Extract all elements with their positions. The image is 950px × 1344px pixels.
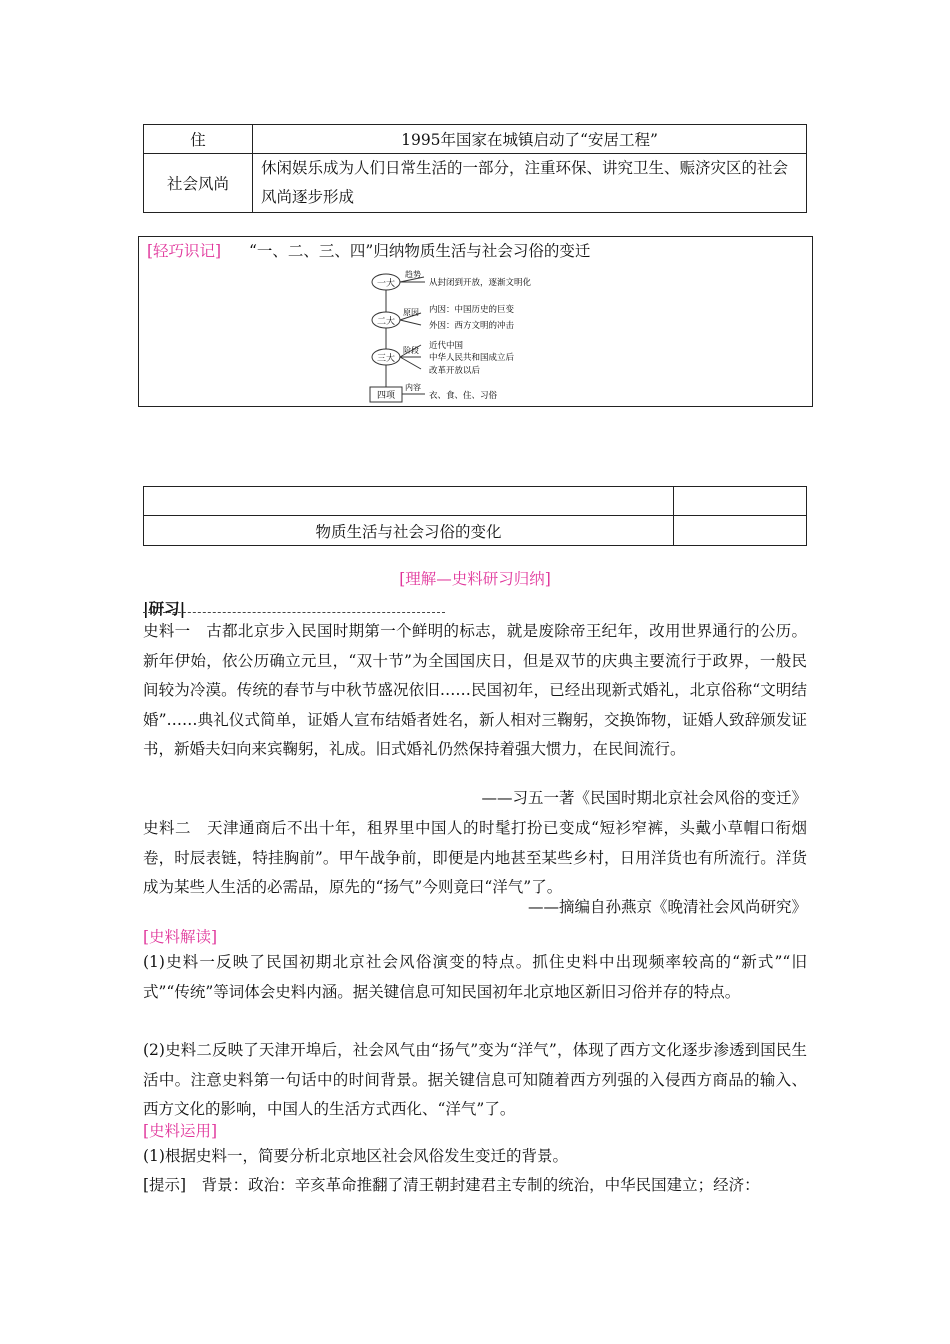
table-row [144, 516, 807, 546]
source-one-citation: ——习五一著《民国时期北京社会风俗的变迁》 [481, 789, 807, 807]
table-cell [144, 487, 674, 516]
table-row [144, 154, 807, 213]
section-title: [理解—史料研习归纳] [399, 570, 551, 588]
table-cell-content: 休闲娱乐成为人们日常生活的一部分，注重环保、讲究卫生、赈济灾区的社会风尚逐步形成 [253, 154, 807, 213]
memory-box-heading [147, 239, 590, 261]
title-table [143, 486, 807, 546]
table-cell-content: 1995年国家在城镇启动了“安居工程” [253, 125, 807, 154]
svg-text:内因：中国历史的巨变: 内因：中国历史的巨变 [429, 305, 515, 315]
svg-text:原因: 原因 [403, 308, 419, 317]
svg-text:一大: 一大 [376, 279, 396, 289]
source-two-text: 史料二 天津通商后不出十年，租界里中国人的时髦打扮已变成“短衫窄裤，头戴小草帽口衔烟卷，时辰表链，特挂胸前”。甲午战争前，即便是内地甚至某些乡村，日用洋货也有所流行。洋货成为某些人生活的必需品，原先的“扬气”今则竟曰“洋气”了。 [143, 819, 807, 896]
memory-title: “一、二、三、四”归纳物质生活与社会习俗的变迁 [248, 242, 591, 260]
study-label-text: 研习 [148, 599, 180, 618]
table-cell [674, 516, 807, 546]
svg-text:三大: 三大 [376, 354, 396, 364]
table-cell-label: 住 [144, 125, 253, 154]
diagram-node-1 [372, 269, 532, 290]
diagram-node-3 [372, 340, 515, 376]
study-label: |研习| [143, 599, 186, 618]
application-tag: [史料运用] [143, 1122, 218, 1140]
svg-text:中华人民共和国成立后: 中华人民共和国成立后 [429, 353, 515, 363]
svg-text:衣、食、住、习俗: 衣、食、住、习俗 [429, 391, 498, 401]
table-row [144, 125, 807, 154]
source-two-citation: ——摘编自孙燕京《晚清社会风尚研究》 [527, 898, 807, 916]
application-hint: [提示] 背景：政治：辛亥革命推翻了清王朝封建君主专制的统治，中华民国建立；经济： [143, 1176, 760, 1194]
content-table [143, 124, 807, 213]
interpretation-point-2: (2)史料二反映了天津开埠后，社会风气由“扬气”变为“洋气”，体现了西方文化逐步渗透到国民生活中。注意史料第一句话中的时间背景。据关键信息可知随着西方列强的入侵西方商品的输入、西方文化的影响，中国人的生活方式西化、“洋气”了。 [143, 1041, 807, 1118]
svg-text:四项: 四项 [376, 391, 396, 401]
interpretation-point-1: (1)史料一反映了民国初期北京社会风俗演变的特点。抓住史料中出现频率较高的“新式”“旧式”“传统”等词体会史料内涵。据关键信息可知民国初年北京地区新旧习俗并存的特点。 [143, 953, 807, 1001]
table-cell [674, 487, 807, 516]
svg-text:阶段: 阶段 [403, 346, 419, 355]
interpretation-tag: [史料解读] [143, 928, 218, 946]
svg-text:内容: 内容 [405, 383, 421, 392]
diagram-node-2 [372, 304, 515, 331]
source-one-text: 史料一 古都北京步入民国时期第一个鲜明的标志，就是废除帝王纪年，改用世界通行的公历。新年伊始，依公历确立元旦，“双十节”为全国国庆日，但是双节的庆典主要流行于政界，一般民间较为冷漠。传统的春节与中秋节盛况依旧……民国初年，已经出现新式婚礼，北京俗称“文明结婚”……典礼仪式简单，证婚人宣布结婚者姓名，新人相对三鞠躬，交换饰物，证婚人致辞颁发证书，新婚夫妇向来宾鞠躬，礼成。旧式婚礼仍然保持着强大惯力，在民间流行。 [143, 622, 807, 758]
svg-text:二大: 二大 [376, 317, 396, 327]
svg-text:改革开放以后: 改革开放以后 [429, 366, 481, 376]
table-cell-title: 物质生活与社会习俗的变化 [144, 516, 674, 546]
svg-text:从封闭到开放，逐渐文明化: 从封闭到开放，逐渐文明化 [429, 278, 532, 288]
svg-text:趋势: 趋势 [405, 270, 421, 279]
table-cell-label: 社会风尚 [144, 154, 253, 213]
memory-tag: [轻巧识记] [147, 242, 222, 260]
application-question-1: (1)根据史料一，简要分析北京地区社会风俗发生变迁的背景。 [143, 1147, 568, 1165]
svg-text:近代中国: 近代中国 [429, 341, 464, 351]
svg-text:外因：西方文明的冲击: 外因：西方文明的冲击 [429, 321, 515, 331]
table-row [144, 487, 807, 516]
diagram-node-4 [370, 382, 498, 402]
memory-box [138, 236, 813, 407]
study-divider [143, 612, 445, 613]
summary-diagram [367, 269, 607, 405]
